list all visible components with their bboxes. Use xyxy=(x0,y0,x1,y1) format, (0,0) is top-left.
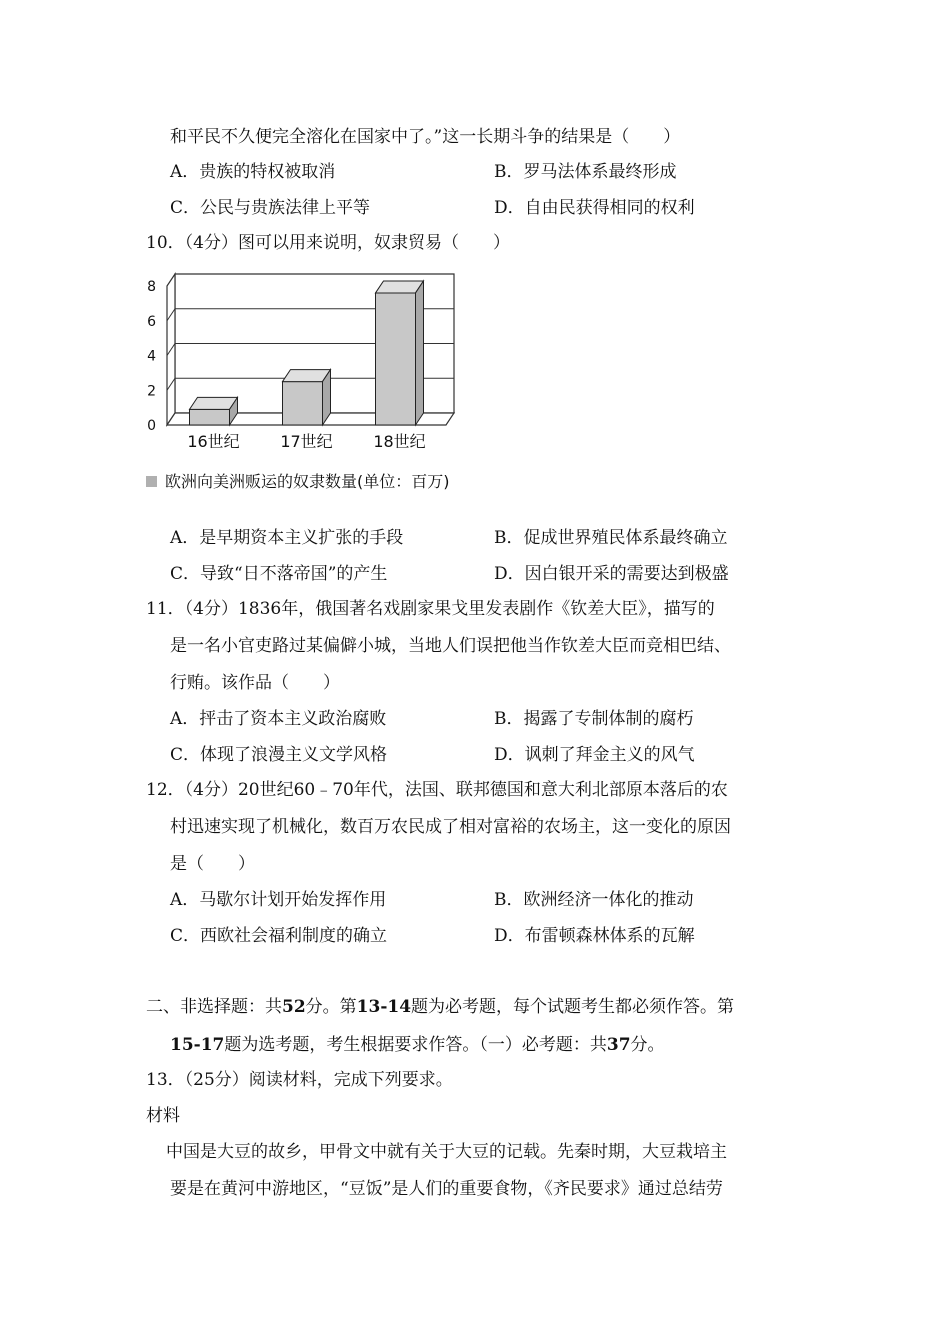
part2-text-3: 题为必考题，每个试题考生都必须作答。第 xyxy=(411,997,735,1017)
q12-option-d: D．布雷顿森林体系的瓦解 xyxy=(494,926,695,946)
bar-front xyxy=(283,382,323,425)
q9-option-a: A．贵族的特权被取消 xyxy=(170,162,336,182)
q13-material-label: 材料 xyxy=(146,1106,180,1126)
q13-material-line2: 要是在黄河中游地区，“豆饭”是人们的重要食物，《齐民要求》通过总结劳 xyxy=(170,1179,723,1199)
legend-swatch xyxy=(146,476,157,487)
chart-svg xyxy=(140,262,500,467)
chart-y-ticks xyxy=(147,279,156,434)
y-tick-label: 8 xyxy=(147,279,156,295)
y-tick-label: 2 xyxy=(147,383,156,400)
chart-legend xyxy=(146,471,450,493)
part2-text-1: 二、非选择题：共 xyxy=(146,997,282,1017)
part2-heading-line2 xyxy=(170,1033,665,1057)
q9-option-d: D．自由民获得相同的权利 xyxy=(494,198,695,218)
y-tick-label: 4 xyxy=(147,348,156,365)
slave-trade-bar-chart xyxy=(140,262,500,502)
q10-stem: 10．（4分）图可以用来说明，奴隶贸易（ ） xyxy=(146,233,510,253)
q11-option-c: C．体现了浪漫主义文学风格 xyxy=(170,745,388,765)
y-tick-label: 0 xyxy=(147,418,156,434)
legend-label: 欧洲向美洲贩运的奴隶数量(单位：百万) xyxy=(165,472,450,491)
q11-stem-line1: 11．（4分）1836年，俄国著名戏剧家果戈里发表剧作《钦差大臣》，描写的 xyxy=(146,599,715,619)
chart-x-ticks xyxy=(187,432,425,451)
q10-option-b: B．促成世界殖民体系最终确立 xyxy=(494,528,728,548)
bar-front xyxy=(376,293,416,425)
q9-option-c: C．公民与贵族法律上平等 xyxy=(170,198,371,218)
q12-stem-line1: 12．（4分）20世纪60﹣70年代，法国、联邦德国和意大利北部原本落后的农 xyxy=(146,780,728,800)
part2-text-4: 题为选考题，考生根据要求作答。（一）必考题：共 xyxy=(224,1035,607,1055)
bar-side xyxy=(416,281,424,425)
part2-required-range: 13-14 xyxy=(356,997,412,1017)
part2-optional-range: 15-17 xyxy=(170,1035,225,1055)
x-tick-label: 16世纪 xyxy=(187,432,240,451)
bar xyxy=(376,281,424,425)
q10-option-c: C．导致“日不落帝国”的产生 xyxy=(170,564,388,584)
bar-front xyxy=(190,409,230,425)
q9-option-b: B．罗马法体系最终形成 xyxy=(494,162,677,182)
part2-heading-line1 xyxy=(146,995,734,1019)
q12-stem-line3: 是（ ） xyxy=(170,854,255,874)
q13-stem: 13．（25分）阅读材料，完成下列要求。 xyxy=(146,1070,453,1090)
y-tick-label: 6 xyxy=(147,313,156,330)
part2-text-5: 分。 xyxy=(630,1035,665,1055)
part2-required-score: 37 xyxy=(606,1035,631,1055)
q11-option-a: A．抨击了资本主义政治腐败 xyxy=(170,709,387,729)
bar xyxy=(283,370,331,425)
x-tick-label: 18世纪 xyxy=(373,432,426,451)
q9-stem-continuation: 和平民不久便完全溶化在国家中了。”这一长期斗争的结果是（ ） xyxy=(170,127,681,147)
q10-option-a: A．是早期资本主义扩张的手段 xyxy=(170,528,404,548)
bar xyxy=(190,397,238,425)
q13-material-line1: 中国是大豆的故乡，甲骨文中就有关于大豆的记载。先秦时期，大豆栽培主 xyxy=(166,1142,727,1162)
part2-text-2: 分。第 xyxy=(305,997,357,1017)
q11-option-d: D．讽刺了拜金主义的风气 xyxy=(494,745,695,765)
q11-option-b: B．揭露了专制体制的腐朽 xyxy=(494,709,694,729)
q11-stem-line2: 是一名小官吏路过某偏僻小城，当地人们误把他当作钦差大臣而竞相巴结、 xyxy=(170,636,731,656)
q12-stem-line2: 村迅速实现了机械化，数百万农民成了相对富裕的农场主，这一变化的原因 xyxy=(170,817,731,837)
q12-option-b: B．欧洲经济一体化的推动 xyxy=(494,890,694,910)
q12-option-c: C．西欧社会福利制度的确立 xyxy=(170,926,388,946)
part2-score-total: 52 xyxy=(282,997,306,1017)
q12-option-a: A．马歇尔计划开始发挥作用 xyxy=(170,890,387,910)
x-tick-label: 17世纪 xyxy=(280,432,333,451)
q11-stem-line3: 行贿。该作品（ ） xyxy=(170,673,340,693)
q10-option-d: D．因白银开采的需要达到极盛 xyxy=(494,564,729,584)
